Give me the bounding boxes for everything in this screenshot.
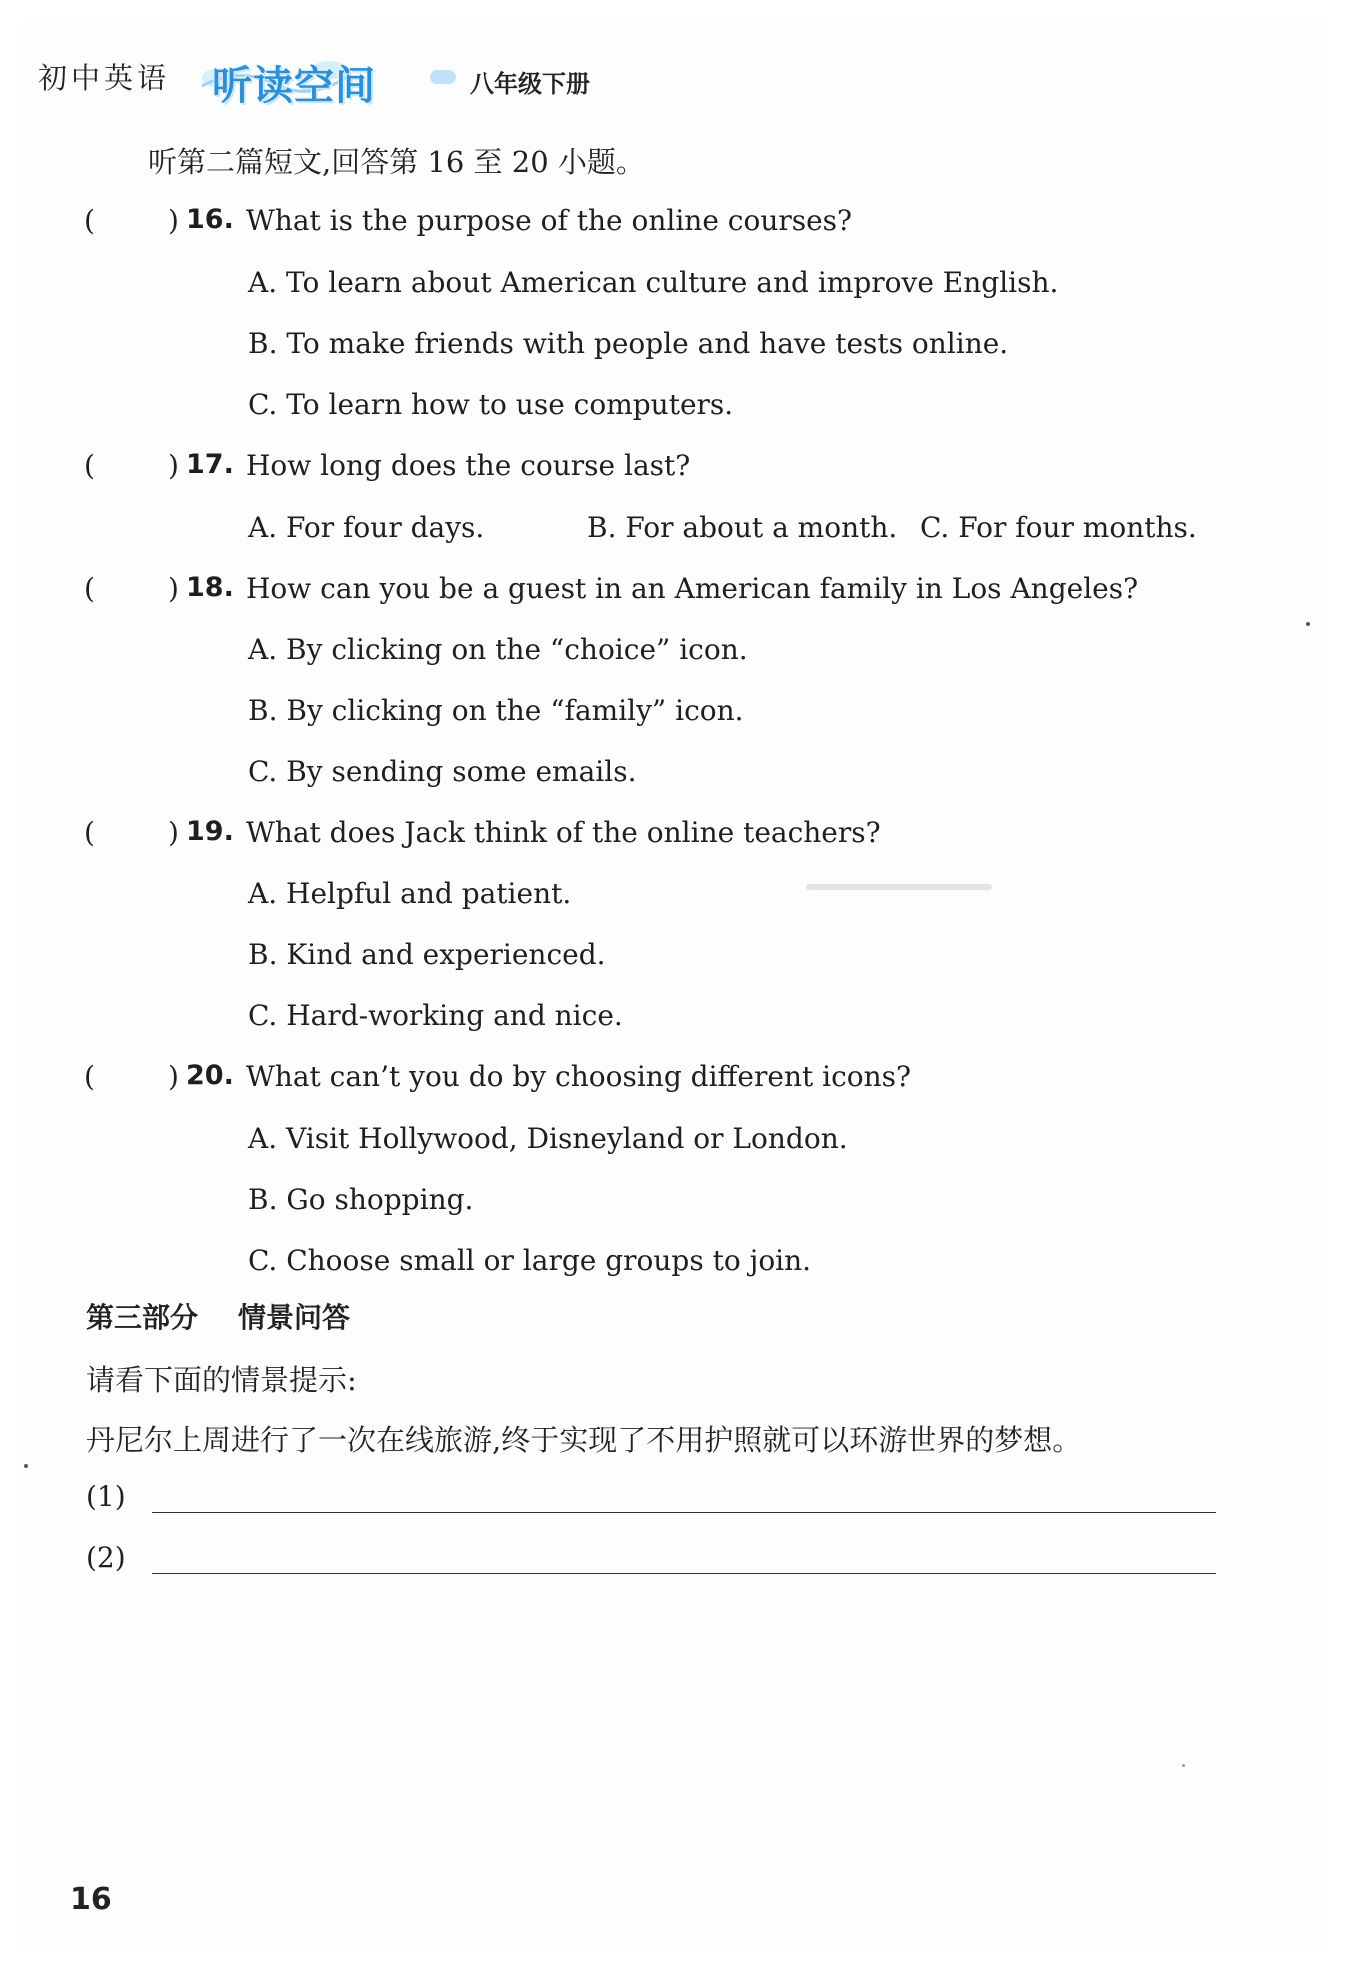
answer-blank-1 [86, 1480, 1226, 1520]
brand-logo [200, 48, 420, 110]
print-speck [1182, 1764, 1185, 1767]
brand-title: 听读空间 [212, 63, 376, 109]
answer-line[interactable] [152, 1573, 1216, 1574]
page-sheet [22, 22, 1328, 1950]
blank-label: (2) [86, 1541, 126, 1574]
grade-label: 八年级下册 [470, 70, 590, 98]
option-a: A. To learn about American culture and improve English. [248, 266, 1059, 299]
option-a: A. Visit Hollywood, Disneyland or London. [248, 1122, 848, 1155]
option-c: C. For four months. [920, 511, 1197, 544]
print-speck [24, 1464, 28, 1468]
question-text: How long does the course last? [246, 449, 691, 482]
option-c: C. By sending some emails. [248, 755, 637, 788]
subject-title: 初中英语 [38, 61, 171, 95]
option-b: B. Kind and experienced. [248, 938, 606, 971]
option-a: A. Helpful and patient. [248, 877, 572, 910]
prompt-intro: 请看下面的情景提示: [86, 1363, 357, 1397]
question-text: What does Jack think of the online teachers? [246, 816, 881, 849]
question-text: What is the purpose of the online courses? [246, 204, 853, 237]
answer-paren-close: ) [168, 572, 179, 605]
part3-heading [86, 1296, 350, 1336]
option-c: C. To learn how to use computers. [248, 388, 734, 421]
question-number: 18. [186, 572, 234, 603]
option-c: C. Choose small or large groups to join. [248, 1244, 812, 1277]
option-b: B. Go shopping. [248, 1183, 474, 1216]
print-smudge [806, 884, 992, 890]
answer-paren-open: ( [84, 816, 95, 849]
answer-paren-open: ( [84, 1060, 95, 1093]
question-number: 20. [186, 1060, 234, 1091]
blank-label: (1) [86, 1480, 126, 1513]
part3-title: 情景问答 [238, 1301, 351, 1334]
answer-line[interactable] [152, 1512, 1216, 1513]
question-text: What can’t you do by choosing different icons? [246, 1060, 912, 1093]
option-b: B. By clicking on the “family” icon. [248, 694, 744, 727]
option-b: B. To make friends with people and have tests online. [248, 327, 1009, 360]
option-a: A. For four days. [248, 511, 485, 544]
question-text: How can you be a guest in an American family in Los Angeles? [246, 572, 1139, 605]
option-a: A. By clicking on the “choice” icon. [248, 633, 748, 666]
answer-paren-open: ( [84, 204, 95, 237]
question-number: 16. [186, 204, 234, 235]
answer-paren-close: ) [168, 1060, 179, 1093]
page-header [0, 0, 1350, 109]
answer-paren-open: ( [84, 572, 95, 605]
question-number: 19. [186, 816, 234, 847]
scenario-text: 丹尼尔上周进行了一次在线旅游,终于实现了不用护照就可以环游世界的梦想。 [86, 1423, 1082, 1457]
answer-paren-open: ( [84, 449, 95, 482]
print-speck [1306, 622, 1310, 626]
section-instruction: 听第二篇短文,回答第 16 至 20 小题。 [148, 145, 645, 179]
answer-paren-close: ) [168, 449, 179, 482]
page-number: 16 [70, 1882, 112, 1917]
decorative-bullet-icon [430, 70, 456, 84]
answer-paren-close: ) [168, 204, 179, 237]
answer-paren-close: ) [168, 816, 179, 849]
part3-label: 第三部分 [86, 1301, 199, 1334]
option-c: C. Hard-working and nice. [248, 999, 623, 1032]
question-number: 17. [186, 449, 234, 480]
option-b: B. For about a month. [587, 511, 898, 544]
answer-blank-2 [86, 1541, 1226, 1581]
